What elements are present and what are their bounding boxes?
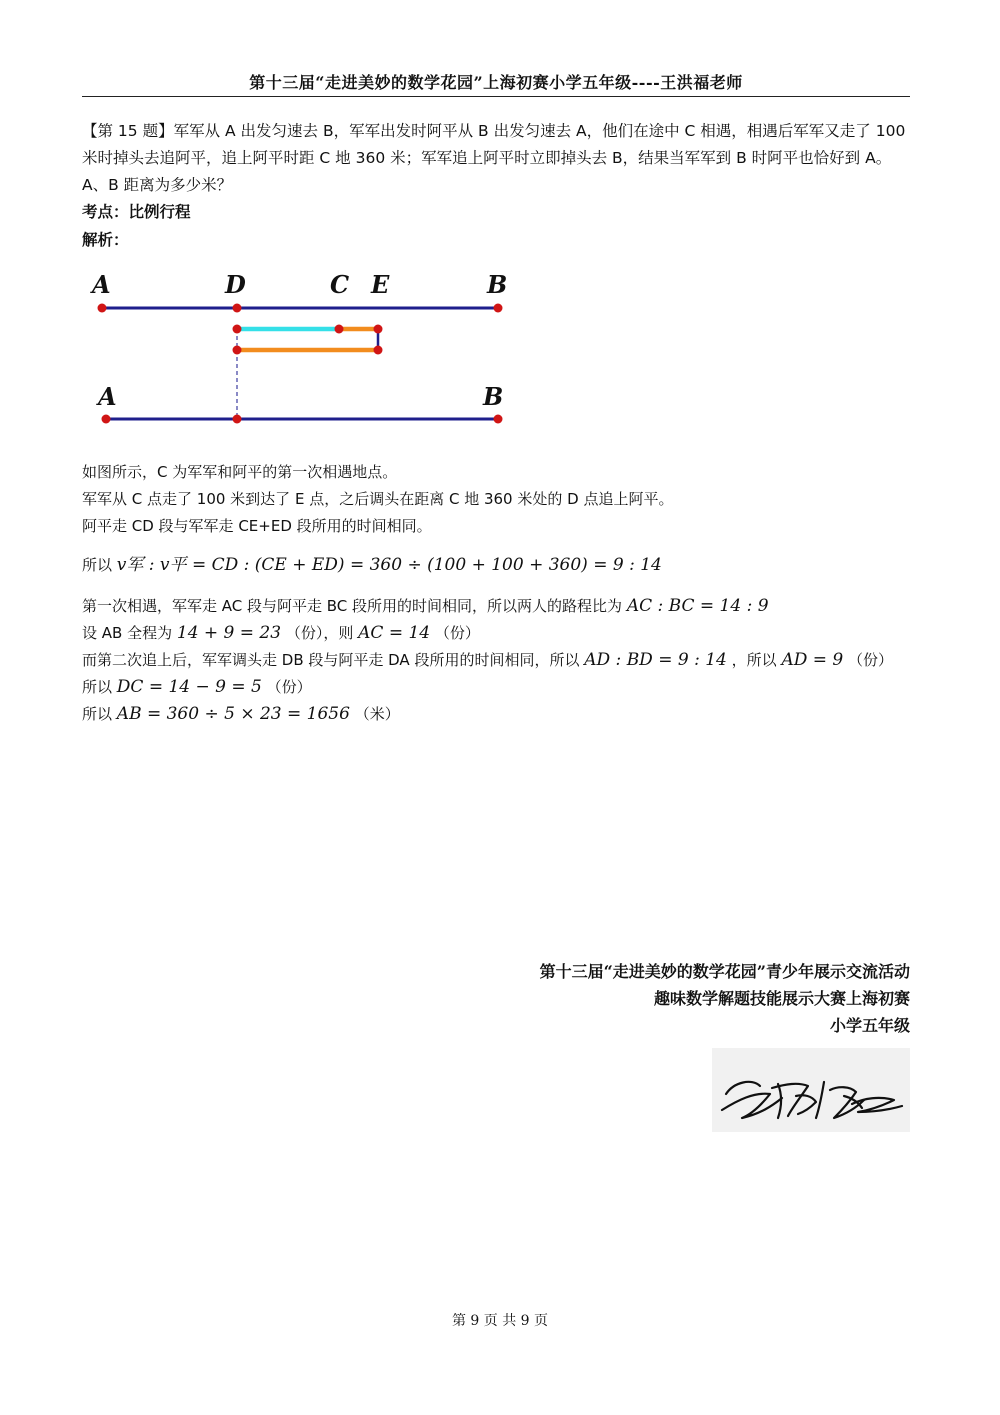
point-a-bottom: [102, 415, 111, 424]
point-a-top: [98, 304, 107, 313]
point-d-bracket-lower: [233, 346, 242, 355]
signature-drawing: [712, 1048, 910, 1132]
footer-line-3: 小学五年级: [829, 1016, 910, 1035]
analysis-label: 解析：: [82, 230, 129, 249]
point-b-bottom: [494, 415, 503, 424]
label-c-top: C: [330, 270, 350, 299]
point-e-bracket: [374, 325, 383, 334]
handwritten-signature: [712, 1048, 910, 1132]
document-header-title: 第十三届“走进美妙的数学花园”上海初赛小学五年级----王洪福老师: [249, 73, 743, 92]
solution-line-4: [82, 555, 662, 575]
header-divider: [82, 96, 910, 97]
solution-line-5: [82, 596, 769, 616]
point-d-bracket-upper: [233, 325, 242, 334]
point-c-bracket: [335, 325, 344, 334]
point-d-top: [233, 304, 242, 313]
speed-ratio-formula: v军 : v平 = CD : (CE + ED) = 360 ÷ (100 + 100 + 360) = 9 : 14: [116, 555, 662, 575]
solution-line-2: 军军从 C 点走了 100 米到达了 E 点，之后调头在距离 C 地 360 米处的 D 点追上阿平。: [82, 490, 674, 508]
label-b-top: B: [487, 270, 508, 299]
solution-line-6: [82, 623, 480, 643]
segment-diagram: [82, 262, 542, 442]
label-d-top: D: [225, 270, 246, 299]
point-e-bracket-lower: [374, 346, 383, 355]
line7-text: 而第二次追上后，军军调头走 DB 段与阿平走 DA 段所用的时间相同，所以: [82, 651, 580, 669]
line6-end: （份）: [434, 624, 480, 642]
line8-prefix: 所以: [82, 678, 113, 696]
line6-mid: （份），则: [285, 624, 354, 642]
line7-mid: ，所以: [731, 651, 777, 669]
ad-parts-formula: AD = 9: [781, 650, 844, 670]
solution-line-7: [82, 650, 893, 670]
solution-line-3: 阿平走 CD 段与军军走 CE+ED 段所用的时间相同。: [82, 517, 432, 535]
key-point-label: 考点：比例行程: [82, 202, 191, 221]
total-parts-formula: 14 + 9 = 23: [176, 623, 282, 643]
label-b-bottom: B: [483, 382, 504, 411]
ac-parts-formula: AC = 14: [358, 623, 431, 643]
point-b-top: [494, 304, 503, 313]
line6-text: 设 AB 全程为: [82, 624, 173, 642]
event-footer: [540, 958, 910, 1039]
line4-prefix: 所以: [82, 556, 113, 574]
footer-line-2: 趣味数学解题技能展示大赛上海初赛: [653, 989, 910, 1008]
line8-end: （份）: [266, 678, 312, 696]
line9-prefix: 所以: [82, 705, 113, 723]
solution-line-8: [82, 677, 312, 697]
label-e-top: E: [371, 270, 390, 299]
page-number: 第 9 页 共 9 页: [451, 1313, 549, 1329]
line7-end: （份）: [848, 651, 894, 669]
label-a-bottom: A: [98, 382, 117, 411]
dc-parts-formula: DC = 14 − 9 = 5: [116, 677, 262, 697]
ad-bd-ratio: AD : BD = 9 : 14: [584, 650, 727, 670]
point-d-bottom: [233, 415, 242, 424]
solution-line-1: 如图所示，C 为军军和阿平的第一次相遇地点。: [82, 463, 398, 481]
final-answer-formula: AB = 360 ÷ 5 × 23 = 1656: [116, 704, 350, 724]
line9-end: （米）: [354, 705, 400, 723]
label-a-top: A: [92, 270, 111, 299]
solution-line-9: [82, 704, 400, 724]
ac-bc-ratio: AC : BC = 14 : 9: [626, 596, 769, 616]
line5-text: 第一次相遇，军军走 AC 段与阿平走 BC 段所用的时间相同，所以两人的路程比为: [82, 597, 623, 615]
problem-statement: 【第 15 题】军军从 A 出发匀速去 B，军军出发时阿平从 B 出发匀速去 A，他们在途中 C 相遇，相遇后军军又走了 100 米时掉头去追阿平，追上阿平时距 C 地 360 米；军军追上阿平时立即掉头去 B，结果当军军到 B 时阿平也恰好到 A。A、B 距离为多少米？: [82, 122, 906, 194]
footer-line-1: 第十三届“走进美妙的数学花园”青少年展示交流活动: [539, 962, 910, 981]
